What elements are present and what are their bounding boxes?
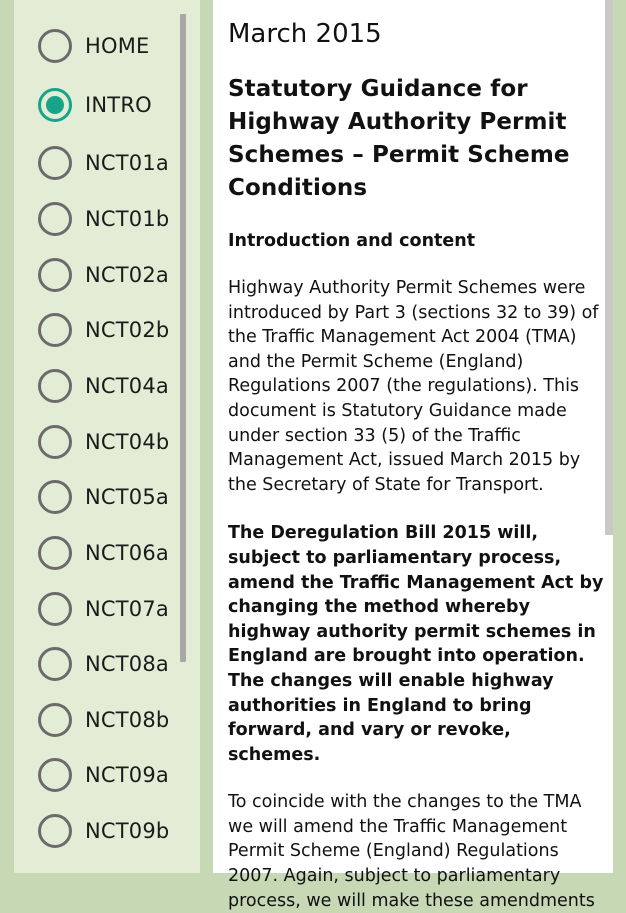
radio-nct06a[interactable] — [38, 531, 169, 575]
radio-dot — [46, 96, 64, 114]
radio-button-icon — [38, 703, 72, 737]
radio-button-icon — [38, 29, 72, 63]
radio-button-icon — [38, 425, 72, 459]
radio-nct04b[interactable] — [38, 420, 169, 464]
nav-panel — [14, 0, 200, 873]
radio-button-icon — [38, 258, 72, 292]
radio-label: NCT01a — [85, 151, 169, 175]
radio-button-icon — [38, 814, 72, 848]
radio-button-icon — [38, 369, 72, 403]
radio-nct01a[interactable] — [38, 141, 169, 185]
radio-button-icon — [38, 480, 72, 514]
document-title: Statutory Guidance for Highway Authority Permit Schemes – Permit Scheme Conditions — [228, 76, 570, 201]
radio-home[interactable] — [38, 24, 150, 68]
radio-label: NCT07a — [85, 597, 169, 621]
radio-label: NCT09a — [85, 763, 169, 787]
radio-label: INTRO — [85, 93, 152, 117]
radio-nct07a[interactable] — [38, 587, 169, 631]
section-heading: Introduction and content — [228, 231, 476, 251]
radio-button-icon — [38, 202, 72, 236]
radio-label: NCT02b — [85, 318, 170, 342]
radio-nct08b[interactable] — [38, 698, 169, 742]
document-date: March 2015 — [228, 19, 382, 49]
radio-label: NCT01b — [85, 207, 170, 231]
paragraph: Highway Authority Permit Schemes were introduced by Part 3 (sections 32 to 39) of the Traffic Management Act 2004 (TMA) and the Permit Scheme (England) Regulations 2007 (the regulations). This document is Statutory Guidance made under section 33 (5) of the Traffic Management Act, issued March 2015 by the Secretary of State for Transport. — [228, 278, 599, 495]
radio-label: NCT08a — [85, 652, 169, 676]
document-content — [228, 18, 606, 913]
radio-label: NCT08b — [85, 708, 170, 732]
radio-nct08a[interactable] — [38, 642, 169, 686]
radio-nct05a[interactable] — [38, 475, 169, 519]
radio-button-icon — [38, 647, 72, 681]
radio-nct09b[interactable] — [38, 809, 169, 853]
radio-label: NCT04b — [85, 430, 170, 454]
paragraph-bold: The Deregulation Bill 2015 will, subject to parliamentary process, amend the Traffic Management Act by changing the method whereby highway authority permit schemes in England are brought into operation. The changes will enable highway authorities in England to bring forward, and vary or revoke, schemes. — [228, 523, 604, 765]
radio-intro[interactable] — [38, 83, 152, 127]
radio-button-icon — [38, 313, 72, 347]
radio-label: NCT02a — [85, 263, 169, 287]
radio-button-selected-icon — [38, 88, 72, 122]
radio-label: NCT06a — [85, 541, 169, 565]
radio-button-icon — [38, 592, 72, 626]
radio-label: NCT05a — [85, 485, 169, 509]
paragraph: To coincide with the changes to the TMA we will amend the Traffic Management Permit Scheme (England) Regulations 2007. Again, subject to parliamentary process, we will make these amendments — [228, 792, 595, 911]
radio-button-icon — [38, 536, 72, 570]
radio-label: NCT04a — [85, 374, 169, 398]
radio-nct02a[interactable] — [38, 253, 169, 297]
radio-nct09a[interactable] — [38, 753, 169, 797]
radio-nct02b[interactable] — [38, 308, 169, 352]
document-scrollbar[interactable] — [605, 0, 613, 535]
radio-nct01b[interactable] — [38, 197, 169, 241]
nav-scrollbar[interactable] — [180, 14, 186, 662]
radio-label: NCT09b — [85, 819, 170, 843]
document-panel[interactable] — [213, 0, 613, 911]
radio-button-icon — [38, 146, 72, 180]
radio-label: HOME — [85, 34, 150, 58]
radio-button-icon — [38, 758, 72, 792]
radio-nct04a[interactable] — [38, 364, 169, 408]
